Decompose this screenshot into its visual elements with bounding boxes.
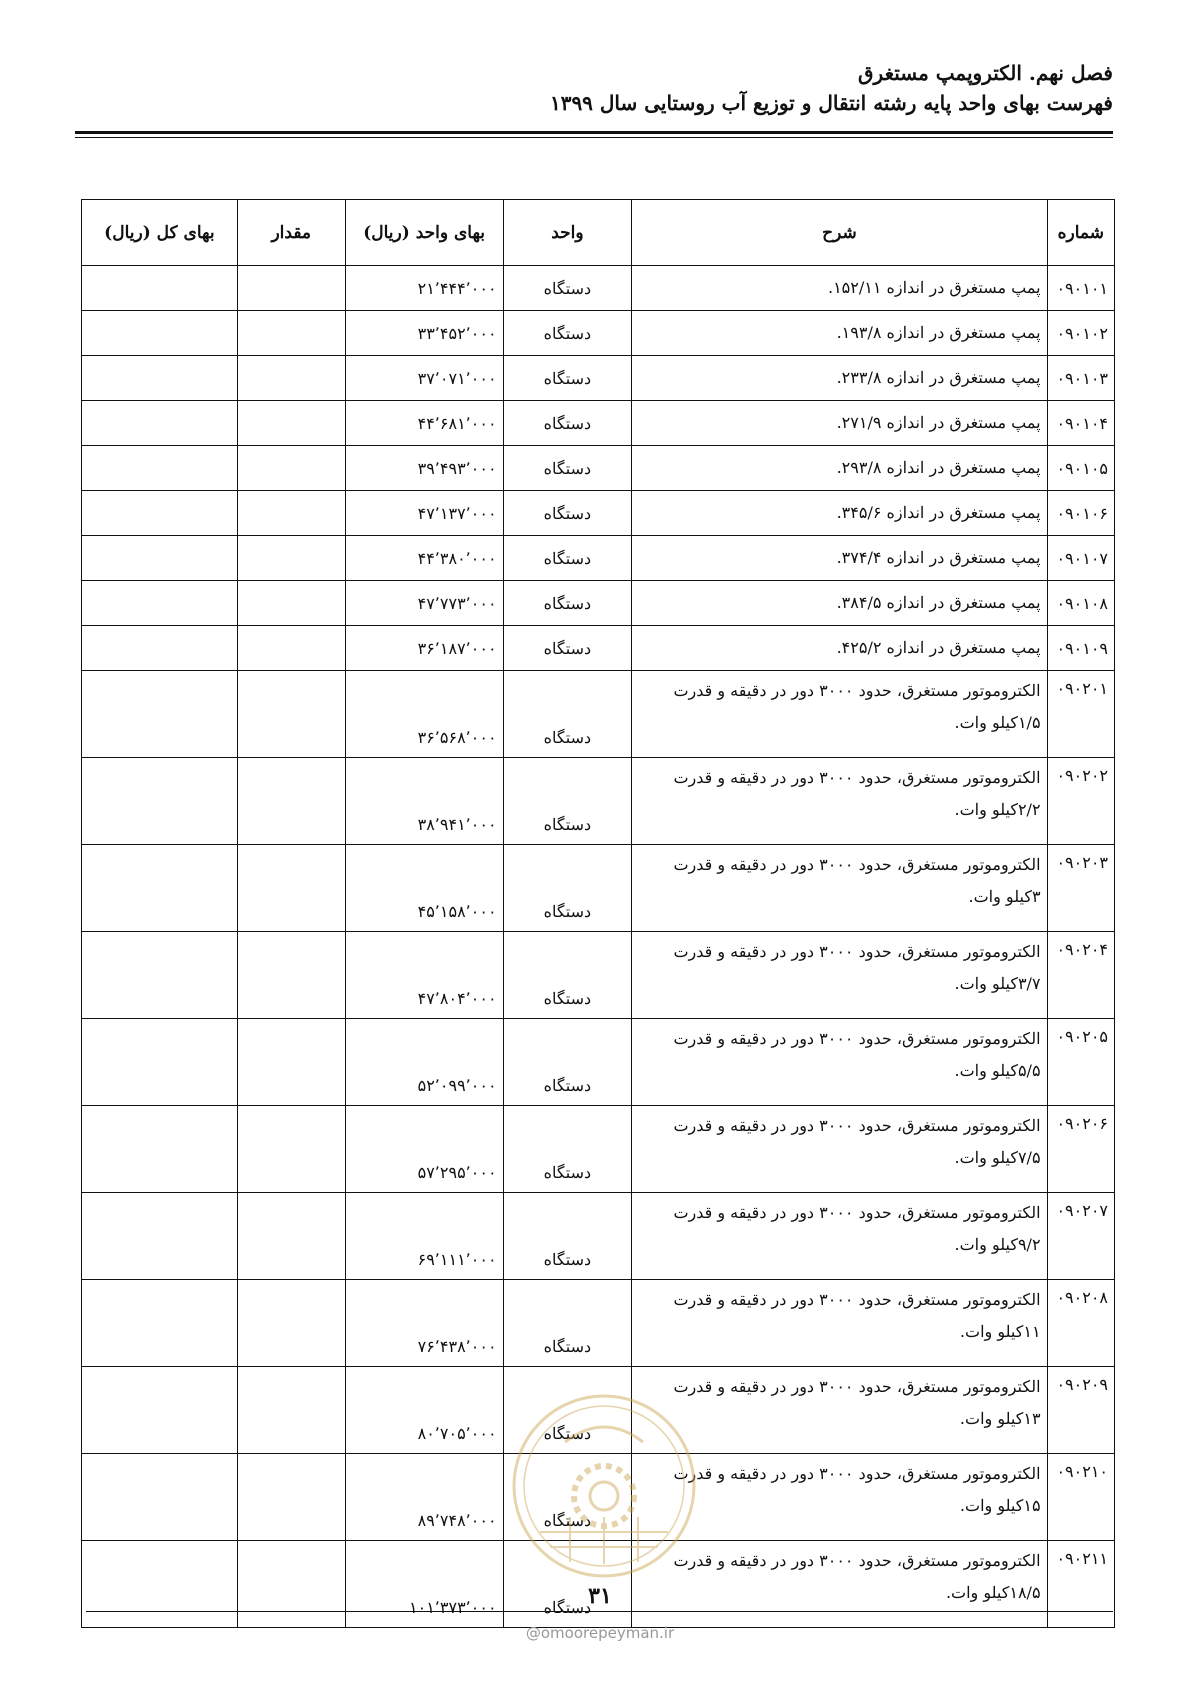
item-quantity [237,491,345,536]
item-quantity [237,401,345,446]
table-row [82,1280,1115,1367]
item-unit: دستگاه [503,932,632,1019]
item-unit-price: ۴۴٬۶۸۱٬۰۰۰ [345,401,503,446]
item-unit: دستگاه [503,536,632,581]
item-quantity [237,845,345,932]
item-code: ۰۹۰۲۰۸ [1047,1280,1114,1367]
item-unit-price: ۵۷٬۲۹۵٬۰۰۰ [345,1106,503,1193]
item-unit: دستگاه [503,1193,632,1280]
item-total-price [82,401,238,446]
table-header-row [82,200,1115,266]
page-number: ۳۱ [588,1583,612,1609]
item-quantity [237,311,345,356]
item-unit-price: ۳۶٬۵۶۸٬۰۰۰ [345,671,503,758]
header-code: شماره [1047,200,1114,266]
item-unit-price: ۳۸٬۹۴۱٬۰۰۰ [345,758,503,845]
header-rule-thin [75,137,1113,138]
table-row [82,311,1115,356]
item-unit: دستگاه [503,758,632,845]
item-quantity [237,932,345,1019]
item-description: پمپ مستغرق در اندازه ۱۵۲/۱۱. [632,266,1047,311]
table-row [82,446,1115,491]
item-total-price [82,1454,238,1541]
item-code: ۰۹۰۲۱۱ [1047,1541,1114,1628]
item-total-price [82,311,238,356]
item-description: الکتروموتور مستغرق، حدود ۳۰۰۰ دور در دقیقه و قدرت ۳کیلو وات. [632,845,1047,932]
item-description: الکتروموتور مستغرق، حدود ۳۰۰۰ دور در دقیقه و قدرت ۱/۵کیلو وات. [632,671,1047,758]
item-quantity [237,446,345,491]
item-unit-price: ۴۷٬۸۰۴٬۰۰۰ [345,932,503,1019]
item-unit-price: ۴۵٬۱۵۸٬۰۰۰ [345,845,503,932]
item-unit-price: ۳۷٬۰۷۱٬۰۰۰ [345,356,503,401]
item-total-price [82,671,238,758]
table-row [82,581,1115,626]
item-unit: دستگاه [503,581,632,626]
item-unit: دستگاه [503,356,632,401]
item-unit: دستگاه [503,1454,632,1541]
footer-website: @omoorepeyman.ir [525,1624,675,1642]
item-description: پمپ مستغرق در اندازه ۳۷۴/۴. [632,536,1047,581]
item-code: ۰۹۰۲۰۲ [1047,758,1114,845]
item-quantity [237,1541,345,1628]
table-row [82,536,1115,581]
item-unit: دستگاه [503,1280,632,1367]
item-total-price [82,845,238,932]
item-quantity [237,1367,345,1454]
item-quantity [237,356,345,401]
table-row [82,758,1115,845]
item-description: الکتروموتور مستغرق، حدود ۳۰۰۰ دور در دقیقه و قدرت ۲/۲کیلو وات. [632,758,1047,845]
item-unit: دستگاه [503,446,632,491]
item-total-price [82,758,238,845]
item-code: ۰۹۰۲۰۱ [1047,671,1114,758]
item-quantity [237,1106,345,1193]
item-unit-price: ۷۶٬۴۳۸٬۰۰۰ [345,1280,503,1367]
table-row [82,401,1115,446]
item-code: ۰۹۰۲۱۰ [1047,1454,1114,1541]
table-row [82,356,1115,401]
item-total-price [82,626,238,671]
item-total-price [82,1367,238,1454]
table-row [82,626,1115,671]
item-unit: دستگاه [503,1019,632,1106]
item-quantity [237,1019,345,1106]
item-description: الکتروموتور مستغرق، حدود ۳۰۰۰ دور در دقیقه و قدرت ۱۸/۵کیلو وات. [632,1541,1047,1628]
header-description: شرح [632,200,1047,266]
item-description: پمپ مستغرق در اندازه ۱۹۳/۸. [632,311,1047,356]
item-total-price [82,1019,238,1106]
item-total-price [82,1280,238,1367]
item-code: ۰۹۰۱۰۶ [1047,491,1114,536]
item-description: الکتروموتور مستغرق، حدود ۳۰۰۰ دور در دقیقه و قدرت ۱۱کیلو وات. [632,1280,1047,1367]
item-unit: دستگاه [503,1106,632,1193]
item-quantity [237,1454,345,1541]
chapter-title: فصل نهم. الکتروپمپ مستغرق [858,61,1113,85]
item-total-price [82,536,238,581]
item-total-price [82,446,238,491]
item-description: پمپ مستغرق در اندازه ۴۲۵/۲. [632,626,1047,671]
item-total-price [82,1541,238,1628]
item-quantity [237,266,345,311]
table-row [82,1106,1115,1193]
table-row [82,491,1115,536]
item-unit-price: ۳۳٬۴۵۲٬۰۰۰ [345,311,503,356]
item-unit-price: ۸۹٬۷۴۸٬۰۰۰ [345,1454,503,1541]
item-description: الکتروموتور مستغرق، حدود ۳۰۰۰ دور در دقیقه و قدرت ۵/۵کیلو وات. [632,1019,1047,1106]
item-total-price [82,266,238,311]
item-total-price [82,1193,238,1280]
item-quantity [237,671,345,758]
item-code: ۰۹۰۱۰۳ [1047,356,1114,401]
header-total-price: بهای کل (ریال) [82,200,238,266]
item-unit: دستگاه [503,311,632,356]
page-header [75,58,1113,118]
item-quantity [237,536,345,581]
item-unit-price: ۴۷٬۷۷۳٬۰۰۰ [345,581,503,626]
item-description: الکتروموتور مستغرق، حدود ۳۰۰۰ دور در دقیقه و قدرت ۳/۷کیلو وات. [632,932,1047,1019]
table-row [82,845,1115,932]
header-quantity: مقدار [237,200,345,266]
header-unit: واحد [503,200,632,266]
item-unit-price: ۵۲٬۰۹۹٬۰۰۰ [345,1019,503,1106]
item-code: ۰۹۰۱۰۲ [1047,311,1114,356]
item-code: ۰۹۰۲۰۴ [1047,932,1114,1019]
item-code: ۰۹۰۲۰۹ [1047,1367,1114,1454]
item-unit-price: ۴۴٬۳۸۰٬۰۰۰ [345,536,503,581]
item-code: ۰۹۰۲۰۵ [1047,1019,1114,1106]
table-row [82,671,1115,758]
item-quantity [237,626,345,671]
document-subtitle: فهرست بهای واحد پایه رشته انتقال و توزیع آب روستایی سال ۱۳۹۹ [549,91,1113,115]
item-description: پمپ مستغرق در اندازه ۲۷۱/۹. [632,401,1047,446]
table-row [82,1019,1115,1106]
item-total-price [82,491,238,536]
header-rule-thick [75,131,1113,134]
item-unit: دستگاه [503,1367,632,1454]
item-code: ۰۹۰۱۰۷ [1047,536,1114,581]
item-code: ۰۹۰۱۰۸ [1047,581,1114,626]
item-description: پمپ مستغرق در اندازه ۳۸۴/۵. [632,581,1047,626]
item-unit: دستگاه [503,845,632,932]
header-unit-price: بهای واحد (ریال) [345,200,503,266]
item-unit-price: ۴۷٬۱۳۷٬۰۰۰ [345,491,503,536]
item-code: ۰۹۰۱۰۱ [1047,266,1114,311]
item-unit: دستگاه [503,401,632,446]
item-description: پمپ مستغرق در اندازه ۳۴۵/۶. [632,491,1047,536]
table-row [82,932,1115,1019]
item-description: الکتروموتور مستغرق، حدود ۳۰۰۰ دور در دقیقه و قدرت ۹/۲کیلو وات. [632,1193,1047,1280]
item-code: ۰۹۰۲۰۶ [1047,1106,1114,1193]
table-row [82,266,1115,311]
item-unit-price: ۲۱٬۴۴۴٬۰۰۰ [345,266,503,311]
item-code: ۰۹۰۲۰۳ [1047,845,1114,932]
item-description: پمپ مستغرق در اندازه ۲۳۳/۸. [632,356,1047,401]
item-unit-price: ۸۰٬۷۰۵٬۰۰۰ [345,1367,503,1454]
item-unit-price: ۶۹٬۱۱۱٬۰۰۰ [345,1193,503,1280]
item-unit: دستگاه [503,266,632,311]
item-unit: دستگاه [503,1541,632,1628]
item-unit-price: ۳۹٬۴۹۳٬۰۰۰ [345,446,503,491]
item-quantity [237,1193,345,1280]
item-unit: دستگاه [503,491,632,536]
item-unit: دستگاه [503,626,632,671]
footer-rule [86,1611,1113,1612]
item-code: ۰۹۰۱۰۵ [1047,446,1114,491]
item-unit: دستگاه [503,671,632,758]
item-unit-price: ۱۰۱٬۳۷۳٬۰۰۰ [345,1541,503,1628]
item-code: ۰۹۰۱۰۴ [1047,401,1114,446]
item-description: پمپ مستغرق در اندازه ۲۹۳/۸. [632,446,1047,491]
table-row [82,1193,1115,1280]
item-quantity [237,1280,345,1367]
item-code: ۰۹۰۲۰۷ [1047,1193,1114,1280]
item-description: الکتروموتور مستغرق، حدود ۳۰۰۰ دور در دقیقه و قدرت ۱۵کیلو وات. [632,1454,1047,1541]
item-total-price [82,1106,238,1193]
item-total-price [82,581,238,626]
item-quantity [237,581,345,626]
seal-watermark-icon [510,1392,698,1580]
item-total-price [82,356,238,401]
item-description: الکتروموتور مستغرق، حدود ۳۰۰۰ دور در دقیقه و قدرت ۱۳کیلو وات. [632,1367,1047,1454]
item-description: الکتروموتور مستغرق، حدود ۳۰۰۰ دور در دقیقه و قدرت ۷/۵کیلو وات. [632,1106,1047,1193]
item-quantity [237,758,345,845]
item-code: ۰۹۰۱۰۹ [1047,626,1114,671]
item-total-price [82,932,238,1019]
item-unit-price: ۳۶٬۱۸۷٬۰۰۰ [345,626,503,671]
